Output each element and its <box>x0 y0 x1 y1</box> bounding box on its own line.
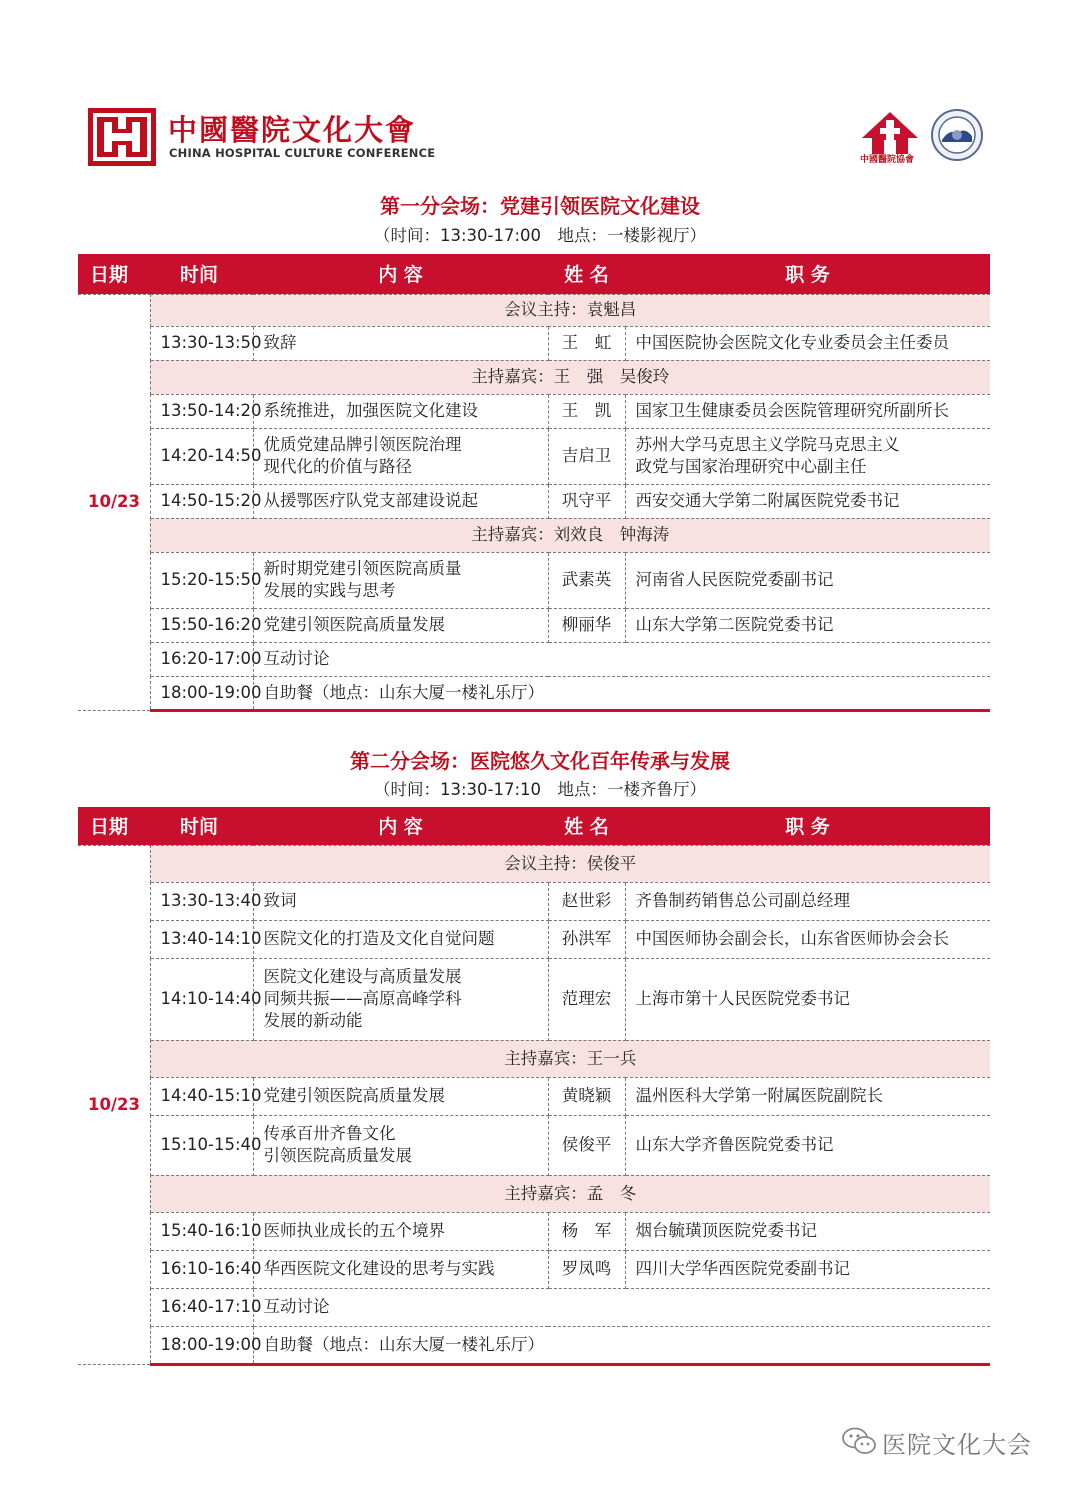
row-time: 13:30-13:40 <box>150 882 253 920</box>
row-name: 黄晓颖 <box>548 1077 625 1115</box>
table-row <box>78 1288 990 1326</box>
host-row <box>78 845 990 882</box>
row-content: 医院文化的打造及文化自觉问题 <box>253 920 548 958</box>
session2-subtitle: （时间：13:30-17:10 地点：一楼齐鲁厅） <box>373 780 707 799</box>
table-row <box>78 920 990 958</box>
row-content <box>253 552 548 608</box>
row-content: 致辞 <box>253 326 548 360</box>
row-position: 烟台毓璜顶医院党委书记 <box>625 1212 990 1250</box>
row-time: 15:40-16:10 <box>150 1212 253 1250</box>
table-row <box>78 428 990 484</box>
col-content: 内 容 <box>253 254 548 294</box>
host-row <box>78 1040 990 1077</box>
row-content: 互动讨论 <box>253 642 990 676</box>
table-header-row <box>78 807 990 845</box>
row-position: 四川大学华西医院党委副书记 <box>625 1250 990 1288</box>
host-chair: 会议主持：袁魁昌 <box>150 294 990 326</box>
host-guests: 主持嘉宾：孟 冬 <box>150 1175 990 1212</box>
row-content: 华西医院文化建设的思考与实践 <box>253 1250 548 1288</box>
table-header-row <box>78 254 990 294</box>
row-content: 医师执业成长的五个境界 <box>253 1212 548 1250</box>
row-time: 14:40-15:10 <box>150 1077 253 1115</box>
row-position <box>625 428 990 484</box>
table-row <box>78 1077 990 1115</box>
row-content: 自助餐（地点：山东大厦一楼礼乐厅） <box>253 1326 990 1364</box>
row-position: 山东大学齐鲁医院党委书记 <box>625 1115 990 1175</box>
row-name: 范理宏 <box>548 958 625 1040</box>
row-time: 14:10-14:40 <box>150 958 253 1040</box>
row-position: 国家卫生健康委员会医院管理研究所副所长 <box>625 394 990 428</box>
row-name: 吉启卫 <box>548 428 625 484</box>
row-content: 党建引领医院高质量发展 <box>253 1077 548 1115</box>
position-line: 苏州大学马克思主义学院马克思主义 <box>635 435 900 454</box>
table-row <box>78 608 990 642</box>
watermark-text: 医院文化大会 <box>882 1431 1032 1459</box>
content-line: 传承百卅齐鲁文化 <box>263 1124 396 1143</box>
session1-title: 第一分会场：党建引领医院文化建设 <box>380 194 700 218</box>
row-position: 西安交通大学第二附属医院党委书记 <box>625 484 990 518</box>
row-content: 互动讨论 <box>253 1288 990 1326</box>
host-guests: 主持嘉宾：王 强 吴俊玲 <box>150 360 990 394</box>
table-row <box>78 1326 990 1364</box>
col-name: 姓 名 <box>548 254 625 294</box>
host-guests: 主持嘉宾：刘效良 钟海涛 <box>150 518 990 552</box>
table-row <box>78 958 990 1040</box>
wechat-icon <box>842 1427 876 1455</box>
row-time: 13:30-13:50 <box>150 326 253 360</box>
table-row <box>78 1115 990 1175</box>
table-row <box>78 676 990 710</box>
session-date: 10/23 <box>78 845 150 1364</box>
row-position: 山东大学第二医院党委书记 <box>625 608 990 642</box>
content-line: 新时期党建引领医院高质量 <box>263 559 462 578</box>
content-line: 同频共振——高原高峰学科 <box>263 989 462 1008</box>
row-name: 杨 军 <box>548 1212 625 1250</box>
table-row <box>78 484 990 518</box>
session2-title: 第二分会场：医院悠久文化百年传承与发展 <box>350 749 730 773</box>
col-date: 日期 <box>78 807 150 845</box>
row-name: 柳丽华 <box>548 608 625 642</box>
position-line: 政党与国家治理研究中心副主任 <box>635 457 867 476</box>
row-name: 巩守平 <box>548 484 625 518</box>
row-name: 罗凤鸣 <box>548 1250 625 1288</box>
host-guests: 主持嘉宾：王一兵 <box>150 1040 990 1077</box>
row-position: 河南省人民医院党委副书记 <box>625 552 990 608</box>
hospital-association-label: 中國醫院協會 <box>860 155 915 165</box>
session1-subtitle: （时间：13:30-17:00 地点：一楼影视厅） <box>373 226 707 245</box>
content-line: 现代化的价值与路径 <box>263 457 412 476</box>
row-time: 18:00-19:00 <box>150 676 253 710</box>
table-row <box>78 1212 990 1250</box>
host-row <box>78 294 990 326</box>
content-line: 医院文化建设与高质量发展 <box>263 967 462 986</box>
table-row <box>78 642 990 676</box>
row-position: 温州医科大学第一附属医院副院长 <box>625 1077 990 1115</box>
row-time: 13:40-14:10 <box>150 920 253 958</box>
row-name: 武素英 <box>548 552 625 608</box>
conference-logo-english: CHINA HOSPITAL CULTURE CONFERENCE <box>169 146 436 160</box>
row-content <box>253 1115 548 1175</box>
col-time: 时间 <box>150 807 253 845</box>
row-time: 15:10-15:40 <box>150 1115 253 1175</box>
session2-table <box>78 807 990 1366</box>
content-line: 优质党建品牌引领医院治理 <box>263 435 462 454</box>
row-time: 14:50-15:20 <box>150 484 253 518</box>
col-content: 内 容 <box>253 807 548 845</box>
conference-logo-chinese: 中國醫院文化大會 <box>168 113 417 147</box>
row-time: 16:40-17:10 <box>150 1288 253 1326</box>
partner-emblem-icon <box>930 108 984 162</box>
row-name: 王 凯 <box>548 394 625 428</box>
session1-table <box>78 254 990 712</box>
row-time: 18:00-19:00 <box>150 1326 253 1364</box>
col-position: 职 务 <box>625 254 990 294</box>
host-chair: 会议主持：侯俊平 <box>150 845 990 882</box>
table-row <box>78 552 990 608</box>
host-row <box>78 518 990 552</box>
row-content: 自助餐（地点：山东大厦一楼礼乐厅） <box>253 676 990 710</box>
row-time: 13:50-14:20 <box>150 394 253 428</box>
row-content <box>253 958 548 1040</box>
row-content: 党建引领医院高质量发展 <box>253 608 548 642</box>
col-position: 职 务 <box>625 807 990 845</box>
col-date: 日期 <box>78 254 150 294</box>
col-time: 时间 <box>150 254 253 294</box>
row-time: 15:20-15:50 <box>150 552 253 608</box>
conference-logo-icon <box>88 108 156 166</box>
row-position: 中国医师协会副会长，山东省医师协会会长 <box>625 920 990 958</box>
content-line: 引领医院高质量发展 <box>263 1146 412 1165</box>
row-name: 孙洪军 <box>548 920 625 958</box>
session-date: 10/23 <box>78 294 150 710</box>
row-content <box>253 428 548 484</box>
table-row <box>78 394 990 428</box>
row-name: 侯俊平 <box>548 1115 625 1175</box>
table-row <box>78 1250 990 1288</box>
row-time: 16:20-17:00 <box>150 642 253 676</box>
page-header <box>88 104 988 174</box>
row-position: 齐鲁制药销售总公司副总经理 <box>625 882 990 920</box>
col-name: 姓 名 <box>548 807 625 845</box>
row-position: 中国医院协会医院文化专业委员会主任委员 <box>625 326 990 360</box>
row-position: 上海市第十人民医院党委书记 <box>625 958 990 1040</box>
row-name: 王 虹 <box>548 326 625 360</box>
row-content: 系统推进，加强医院文化建设 <box>253 394 548 428</box>
row-time: 16:10-16:40 <box>150 1250 253 1288</box>
content-line: 发展的实践与思考 <box>263 581 396 600</box>
table-row <box>78 326 990 360</box>
host-row <box>78 1175 990 1212</box>
row-content: 致词 <box>253 882 548 920</box>
row-time: 14:20-14:50 <box>150 428 253 484</box>
content-line: 发展的新动能 <box>263 1011 363 1030</box>
row-time: 15:50-16:20 <box>150 608 253 642</box>
table-row <box>78 882 990 920</box>
row-content: 从援鄂医疗队党支部建设说起 <box>253 484 548 518</box>
row-name: 赵世彩 <box>548 882 625 920</box>
host-row <box>78 360 990 394</box>
wechat-watermark <box>842 1425 1052 1459</box>
